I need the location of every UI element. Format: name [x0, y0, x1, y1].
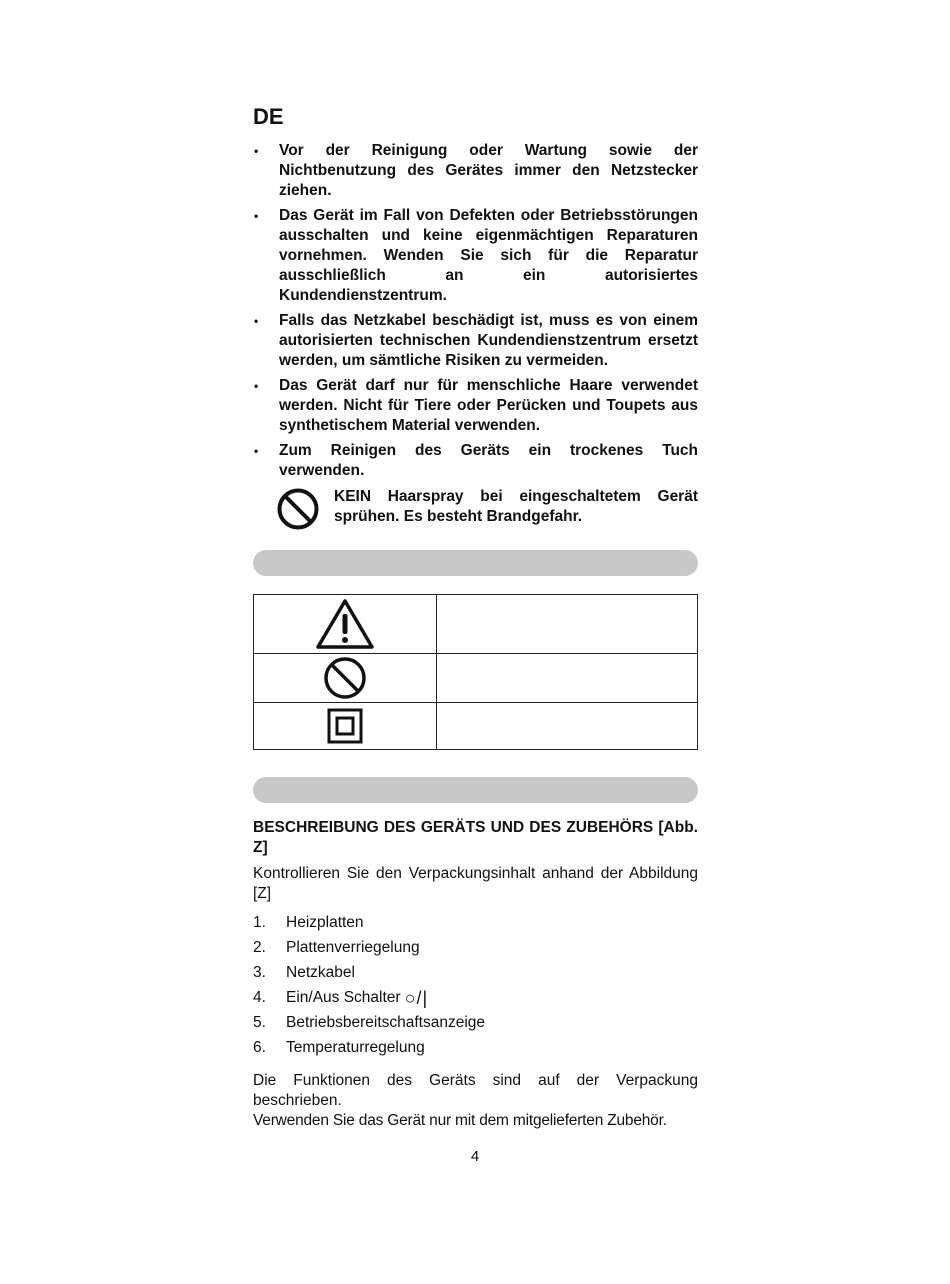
language-heading: DE — [253, 104, 284, 129]
safety-bullet: • Das Gerät im Fall von Defekten oder Betriebsstörungen ausschalten und keine eigenmächtigen Reparaturen vornehmen. Wenden Sie sich für die Reparatur ausschließlich an ein autorisiertes Kundendienstzentrum. — [253, 206, 698, 306]
item-label: Temperaturregelung — [286, 1039, 425, 1056]
symbol-cell — [254, 595, 437, 654]
list-item — [253, 988, 698, 1008]
safety-bullet: • Vor der Reinigung oder Wartung sowie der Nichtbenutzung des Gerätes immer den Netzstecker ziehen. — [253, 141, 698, 201]
safety-bullet: • Das Gerät darf nur für menschliche Haare verwendet werden. Nicht für Tiere oder Perücken und Toupets aus synthetischem Material verwenden. — [253, 376, 698, 436]
item-number: 4. — [253, 989, 266, 1006]
list-item — [253, 1038, 698, 1058]
parts-list — [253, 913, 698, 1063]
list-item — [253, 938, 698, 958]
safety-bullet: • Zum Reinigen des Geräts ein trockenes Tuch verwenden. — [253, 441, 698, 481]
item-number: 1. — [253, 914, 266, 931]
section-header-bar — [253, 777, 698, 803]
accessory-note: Verwenden Sie das Gerät nur mit dem mitgelieferten Zubehör. — [253, 1112, 667, 1129]
symbol-description — [437, 703, 698, 750]
table-row — [254, 703, 698, 750]
item-number: 6. — [253, 1039, 266, 1056]
item-label: Betriebsbereitschaftsanzeige — [286, 1014, 486, 1031]
prohibited-icon — [323, 656, 367, 700]
safety-bullet-list — [253, 141, 698, 486]
symbol-table — [253, 594, 698, 750]
list-item — [253, 1013, 698, 1033]
section-title: BESCHREIBUNG DES GERÄTS UND DES ZUBEHÖRS [Abb. Z] — [253, 819, 698, 856]
symbol-description — [437, 595, 698, 654]
section-header-bar — [253, 550, 698, 576]
item-number: 3. — [253, 964, 266, 981]
list-item — [253, 913, 698, 933]
table-row — [254, 654, 698, 703]
item-label: Ein/Aus Schalter — [286, 989, 401, 1006]
item-label: Netzkabel — [286, 964, 355, 981]
page-number: 4 — [470, 1148, 480, 1165]
table-row — [254, 595, 698, 654]
warning-triangle-icon — [314, 597, 376, 651]
symbol-cell — [254, 654, 437, 703]
list-item — [253, 963, 698, 983]
functions-note: Die Funktionen des Geräts sind auf der Verpackung beschrieben. — [253, 1072, 698, 1109]
symbol-cell — [254, 703, 437, 750]
prohibited-icon — [277, 488, 319, 530]
power-switch-symbol: ○/| — [404, 988, 429, 1008]
item-number: 5. — [253, 1014, 266, 1031]
item-label: Heizplatten — [286, 914, 364, 931]
hairspray-warning — [277, 487, 698, 527]
double-insulation-icon — [327, 708, 363, 744]
safety-bullet: • Falls das Netzkabel beschädigt ist, muss es von einem autorisierten technischen Kundendienstzentrum ersetzt werden, um sämtliche Risiken zu vermeiden. — [253, 311, 698, 371]
intro-text: Kontrollieren Sie den Verpackungsinhalt anhand der Abbildung [Z] — [253, 865, 698, 902]
symbol-description — [437, 654, 698, 703]
item-label: Plattenverriegelung — [286, 939, 420, 956]
hairspray-warning-text: KEIN Haarspray bei eingeschaltetem Gerät sprühen. Es besteht Brandgefahr. — [334, 488, 698, 525]
item-number: 2. — [253, 939, 266, 956]
